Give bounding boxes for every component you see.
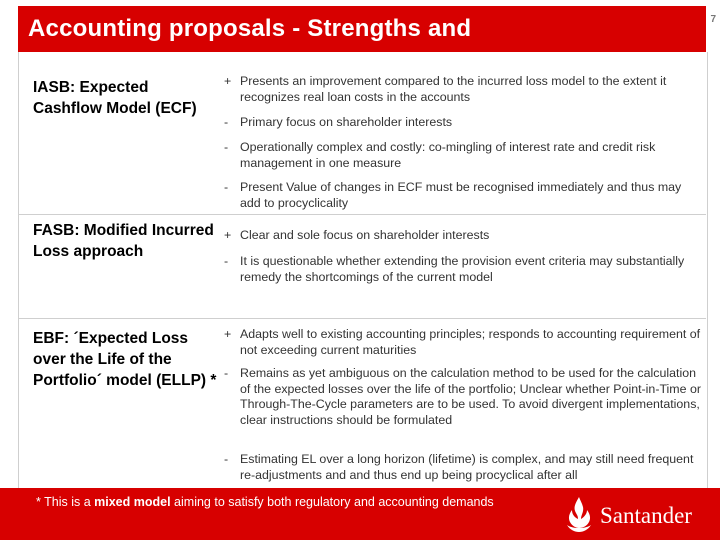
title-bar: [18, 6, 706, 52]
section-divider: [18, 318, 706, 319]
slide-title: Accounting proposals - Strengths and: [28, 15, 472, 42]
item-text: Remains as yet ambiguous on the calculation method to be used for the calculation of the expected losses over the life of the portfolio; Unclear whether Point-in-Time or Through-The-Cycle parameters are to be used. To avoid divergent implementations, clear instructions should be formulated: [240, 366, 701, 427]
santander-logo: [560, 494, 710, 534]
footnote-prefix: * This is a: [36, 495, 91, 509]
item-text: It is questionable whether extending the provision event criteria may substantially remedy the shortcomings of the current model: [240, 254, 685, 284]
item-text: Adapts well to existing accounting principles; responds to accounting requirement of not exceeding current maturities: [240, 327, 701, 357]
item-text: Present Value of changes in ECF must be recognised immediately and thus may add to procyclicality: [240, 180, 682, 210]
section-label-iasb: IASB: Expected Cashflow Model (ECF): [33, 79, 197, 117]
list-item: [224, 366, 702, 428]
footnote-bold: mixed model: [94, 495, 171, 509]
list-item: [224, 228, 702, 244]
item-text: Operationally complex and costly: co-mingling of interest rate and credit risk management in one measure: [240, 140, 656, 170]
list-item: [224, 180, 702, 211]
item-text: Clear and sole focus on shareholder interests: [240, 228, 490, 242]
footnote-suffix: aiming to satisfy both regulatory and accounting demands: [174, 495, 494, 509]
item-sign: +: [224, 327, 232, 341]
brand-name: Santander: [600, 503, 692, 528]
footnote: [36, 495, 494, 509]
item-sign: -: [224, 115, 229, 129]
item-text: Primary focus on shareholder interests: [240, 115, 453, 129]
list-item: [224, 327, 702, 358]
item-sign: -: [224, 140, 229, 154]
item-sign: -: [224, 180, 229, 194]
item-sign: +: [224, 74, 232, 88]
item-sign: +: [224, 228, 232, 242]
item-sign: -: [224, 254, 229, 268]
page-number: 7: [710, 14, 716, 25]
list-item: [224, 140, 702, 171]
item-sign: -: [224, 452, 229, 466]
section-label-ebf: EBF: ´Expected Loss over the Life of the Portfolio´ model (ELLP) *: [33, 330, 217, 389]
list-item: [224, 452, 702, 483]
item-sign: -: [224, 366, 229, 380]
item-text: Presents an improvement compared to the incurred loss model to the extent it recognizes real loan costs in the accounts: [240, 74, 667, 104]
list-item: [224, 115, 702, 131]
footer-bar: [0, 488, 720, 540]
flame-icon: [562, 495, 596, 533]
list-item: [224, 254, 702, 285]
section-divider: [18, 214, 706, 215]
section-label-fasb: FASB: Modified Incurred Loss approach: [33, 222, 214, 260]
item-text: Estimating EL over a long horizon (lifetime) is complex, and may still need frequent re-adjustments and and thus end up being procyclical after all: [240, 452, 694, 482]
list-item: [224, 74, 702, 105]
